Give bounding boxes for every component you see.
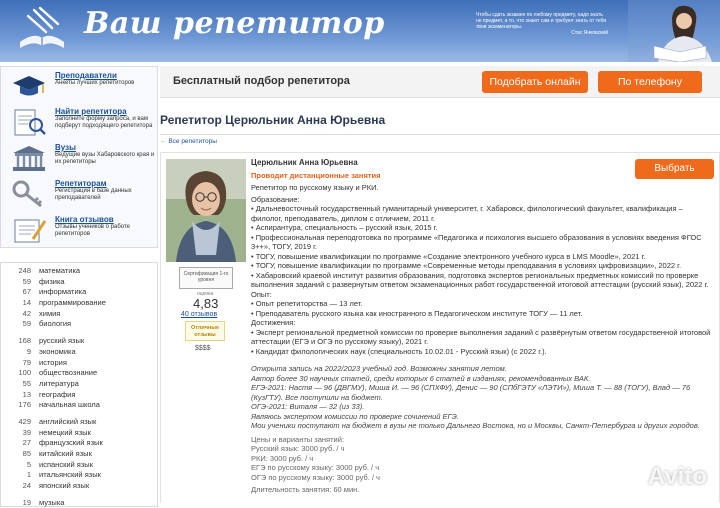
back-arrow-icon: ←: [160, 138, 167, 145]
prices-list: [251, 444, 711, 482]
subject-label[interactable]: математика: [39, 266, 81, 275]
key-icon: [9, 179, 49, 209]
sidebar-item-label[interactable]: Репетиторам: [55, 179, 107, 188]
sidebar-item-desc: Ведущие вузы Хабаровского края и их репетиторы: [55, 152, 155, 165]
subject-item[interactable]: [1, 347, 157, 358]
subject-count: 176: [18, 400, 31, 410]
tutor-name: Церюльник Анна Юрьевна: [251, 158, 358, 167]
subject-count: 248: [18, 266, 31, 275]
subject-count: 59: [22, 276, 31, 286]
tutor-subject: Репетитор по русскому языку и РКИ.: [251, 183, 379, 192]
pencil-notepad-icon: [9, 215, 49, 245]
tutor-photo[interactable]: [166, 159, 246, 262]
subject-count: 85: [22, 449, 31, 458]
subject-item[interactable]: [1, 390, 157, 401]
subject-item[interactable]: [1, 481, 157, 492]
subject-count: 1: [26, 470, 31, 480]
bio-line: Образование:: [251, 194, 300, 204]
sidebar-item-desc: Анкеты лучших репетиторов: [55, 80, 135, 86]
subject-count: 168: [18, 336, 31, 346]
prices-title: Цены и варианты занятий:: [251, 434, 344, 444]
bio-line: • Опыт репетиторства — 13 лет.: [251, 299, 363, 308]
subject-item[interactable]: [1, 417, 157, 428]
subject-item[interactable]: [1, 379, 157, 390]
subject-label[interactable]: английский язык: [39, 416, 97, 426]
subject-label[interactable]: японский язык: [39, 481, 90, 491]
graduation-cap-icon: [9, 71, 49, 101]
subject-count: 24: [22, 481, 31, 491]
page-title: Репетитор Церюльник Анна Юрьевна: [160, 113, 386, 127]
sidebar-menu: [0, 66, 158, 248]
subject-label[interactable]: биология: [39, 319, 72, 329]
site-brand[interactable]: Ваш репетитор: [84, 6, 385, 41]
bio-line: • Кандидат филологических наук (специальность 10.02.01 - Русский язык) (с 2022 г.).: [251, 346, 547, 356]
sidebar-item-reviews-book[interactable]: [1, 211, 157, 247]
bio-line: • Профессиональная переподготовка по программе «Педагогика и психология высшего образования в условиях введения ФГОС 3++», ТОГУ, 2019 г.: [251, 232, 702, 251]
subject-item[interactable]: [1, 309, 157, 320]
bio-line: • Хабаровский краевой институт развития образования, подготовка экспертов региональных предметных комиссий по проверке выполнения заданий с развернутым ответом экзаменационных работ государственной итоговой аттестации (русский язык), 2022 г.: [251, 270, 709, 289]
sidebar-item-desc: Регистрация в базе данных преподавателей: [55, 188, 132, 201]
subject-item[interactable]: [1, 400, 157, 411]
note-line: Автор более 30 научных статей, среди которых 6 статей в изданиях, рекомендованных ВАК.: [251, 373, 591, 383]
tutor-notes: [251, 364, 711, 431]
subject-count: 5: [26, 459, 31, 469]
header-quote: [476, 12, 608, 36]
subject-count: 13: [22, 389, 31, 399]
all-tutors-link[interactable]: Все репетиторы: [168, 138, 217, 145]
subjects-group: [1, 266, 157, 330]
sidebar-item-desc: Отзывы учеников о работе репетиторов: [55, 224, 130, 237]
subject-count: 19: [22, 497, 31, 507]
book-logo-icon[interactable]: [14, 4, 70, 54]
bio-line: • Аспирантура, специальность – русский язык, 2015 г.: [251, 223, 438, 232]
subject-label[interactable]: немецкий язык: [39, 427, 91, 437]
subject-label[interactable]: литература: [39, 378, 79, 388]
subject-count: 14: [22, 298, 31, 308]
subject-label[interactable]: физика: [39, 276, 65, 286]
bio-line: • Преподаватель русского языка как иностранного в Педагогическом институте ТОГУ — 11 лет.: [251, 308, 583, 318]
sidebar-item-tutors[interactable]: [1, 67, 157, 103]
avito-watermark: Avito: [647, 463, 707, 490]
subject-count: 55: [22, 378, 31, 388]
note-line: ЕГЭ-2021: Настя — 96 (ДВГМУ), Миша И. — 96 (СПХФУ), Денис — 90 (СПбГЭТУ «ЛЭТИ»), Миша Т. — 88 (ТОГУ), Влад — 76 (КузГТУ). Все поступили на бюджет.: [251, 383, 691, 402]
sidebar-item-universities[interactable]: [1, 139, 157, 175]
note-line: Являюсь экспертом комиссии по проверке сочинений ЕГЭ.: [251, 411, 459, 421]
note-line: ОГЭ-2021: Виталя — 32 (из 33).: [251, 402, 365, 411]
subject-label[interactable]: история: [39, 357, 67, 367]
subject-item[interactable]: [1, 470, 157, 481]
sidebar-item-label[interactable]: Вузы: [55, 143, 76, 152]
subject-count: 59: [22, 319, 31, 329]
note-line: Мои ученики поступают на бюджет в вузы не только Дальнего Востока, но и Москвы, Санкт-Петербурга и других городов.: [251, 421, 700, 430]
subject-label[interactable]: испанский язык: [39, 459, 93, 469]
subject-label[interactable]: программирование: [39, 298, 106, 308]
subject-label[interactable]: музыка: [39, 497, 65, 507]
select-online-button[interactable]: Подобрать онлайн: [482, 71, 588, 93]
subject-item[interactable]: [1, 287, 157, 298]
quote-text: Чтобы сдать экзамен по любому предмету, надо знать не предмет, а то, что знают сам и требуют знать от тебя твои экзаменаторы.: [476, 12, 607, 30]
breadcrumb: [160, 134, 720, 145]
bio-line: • ТОГУ, повышение квалификации по программе «Современные методы преподавания в условиях цифровизации», 2022 г.: [251, 261, 682, 270]
lesson-duration: Длительность занятия: 60 мин.: [251, 485, 360, 494]
subject-label[interactable]: начальная школа: [39, 400, 100, 410]
price-line: ЕГЭ по русскому языку: 3000 руб. / ч: [251, 463, 380, 472]
bio-line: Опыт:: [251, 289, 272, 299]
sidebar-item-label[interactable]: Преподаватели: [55, 71, 117, 80]
certification-badge: Сертификация 1-го уровня: [179, 267, 233, 289]
subject-item[interactable]: [1, 298, 157, 309]
subject-count: 9: [26, 346, 31, 356]
subject-item[interactable]: [1, 277, 157, 288]
subject-count: 39: [22, 427, 31, 437]
subject-item[interactable]: [1, 438, 157, 449]
bio-line: Достижения:: [251, 318, 296, 327]
subject-item[interactable]: [1, 428, 157, 439]
subject-count: 42: [22, 308, 31, 318]
bio-line: • ТОГУ, повышение квалификации по программе «Создание электронного учебного курса в LMS Moodle», 2021 г.: [251, 251, 646, 261]
subject-item[interactable]: [1, 460, 157, 471]
subject-label[interactable]: французский язык: [39, 438, 103, 448]
rating-label: оценка: [197, 291, 214, 297]
free-selection-title: Бесплатный подбор репетитора: [173, 75, 350, 87]
subjects-list: [0, 262, 158, 507]
reading-girl-illustration: [628, 0, 720, 62]
subject-label[interactable]: китайский язык: [39, 449, 92, 458]
sidebar-item-label[interactable]: Найти репетитора: [55, 107, 127, 116]
subject-label[interactable]: химия: [39, 308, 61, 318]
price-line: Русский язык: 3000 руб. / ч: [251, 444, 345, 453]
subjects-group: [1, 336, 157, 411]
subjects-group: [1, 417, 157, 492]
distance-lessons-label: Проводит дистанционные занятия: [251, 170, 381, 180]
free-selection-bar: [160, 66, 720, 98]
price-line: ОГЭ по русскому языку: 3000 руб. / ч: [251, 472, 380, 482]
bio-line: • Дальневосточный государственный гуманитарный университет, г. Хабаровск, филологический факультет, квалификация – филолог, преподаватель, диплом с отличием, 2011 г.: [251, 204, 683, 223]
price-line: РКИ: 3000 руб. / ч: [251, 453, 314, 463]
subject-label[interactable]: обществознание: [39, 368, 98, 378]
choose-tutor-button[interactable]: Выбрать: [635, 159, 714, 179]
rating-value: 4,83: [193, 296, 219, 311]
subject-item[interactable]: [1, 319, 157, 330]
by-phone-button[interactable]: По телефону: [598, 71, 702, 93]
form-search-icon: [9, 107, 49, 137]
subject-count: 79: [22, 357, 31, 367]
sidebar-item-for-tutors[interactable]: [1, 175, 157, 211]
subject-item[interactable]: [1, 336, 157, 347]
reviews-link[interactable]: 40 отзывов: [181, 311, 218, 318]
excellent-reviews-badge: Отличные отзывы: [185, 321, 225, 341]
quote-author: Стас Янковский: [571, 30, 608, 36]
sidebar-item-desc: Заполните форму запроса, и вам подберут подходящего репетитора: [55, 116, 153, 129]
subject-item[interactable]: [1, 266, 157, 277]
subject-label[interactable]: экономика: [39, 346, 76, 356]
sidebar-item-label[interactable]: Книга отзывов: [55, 215, 114, 224]
subject-count: 100: [18, 368, 31, 378]
subject-label[interactable]: итальянский язык: [39, 470, 101, 480]
subject-count: 67: [22, 287, 31, 297]
sidebar-item-find-tutor[interactable]: [1, 103, 157, 139]
price-level: $$$$: [195, 345, 211, 352]
subject-label[interactable]: информатика: [39, 287, 87, 297]
subject-item[interactable]: [1, 449, 157, 460]
bio-line: • Эксперт региональной предметной комиссии по проверке выполнения заданий с развёрнутым ответом государственной итоговой аттестации (ЕГЭ и ОГЭ по русскому языку), 2021 г.: [251, 327, 711, 346]
tutor-info: [251, 158, 711, 495]
subject-count: 429: [18, 416, 31, 426]
subject-item[interactable]: [1, 358, 157, 369]
site-header: [0, 0, 720, 62]
subject-label[interactable]: география: [39, 389, 76, 399]
sidebar: [0, 66, 158, 507]
subject-count: 27: [22, 438, 31, 448]
university-building-icon: [9, 143, 49, 173]
tutor-bio: [251, 195, 711, 357]
subject-item[interactable]: [1, 368, 157, 379]
subject-label[interactable]: русский язык: [39, 336, 85, 346]
tutor-card: [160, 152, 720, 503]
note-line: Открыта запись на 2022/2023 учебный год. Возможны занятия летом.: [251, 364, 507, 373]
